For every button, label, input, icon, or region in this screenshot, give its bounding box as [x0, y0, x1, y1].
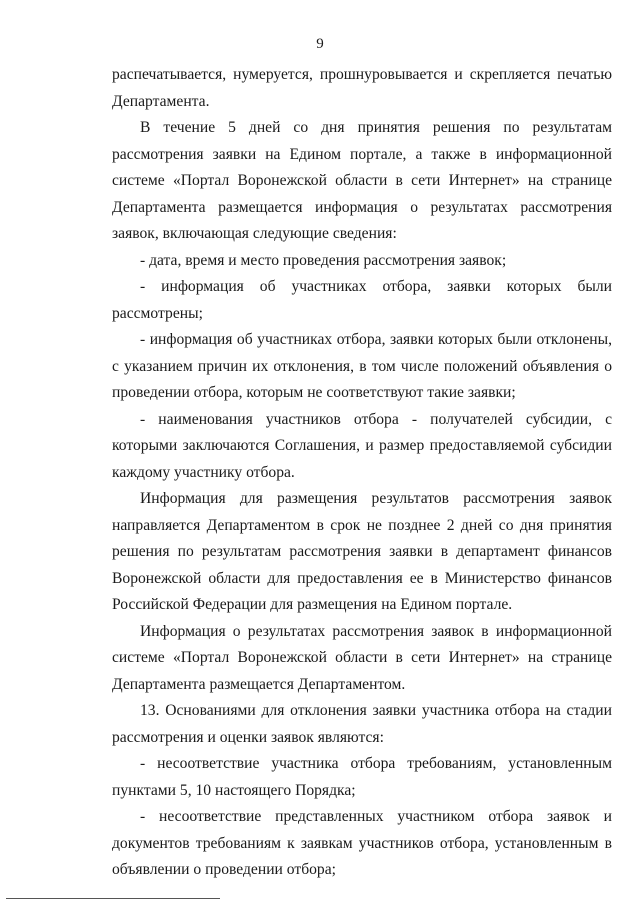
list-item-subsidy-recipients: - наименования участников отбора - получателей субсидии, с которыми заключаются Соглашения, и размер предоставляемой субсидии каждому участнику отбора.: [112, 410, 612, 481]
list-item-date-time-place: - дата, время и место проведения рассмотрения заявок;: [140, 251, 507, 269]
list-item-requirements-mismatch: - несоответствие участника отбора требованиям, установленным пунктами 5, 10 настоящего Порядка;: [112, 755, 612, 799]
paragraph-submission-to-finance: Информация для размещения результатов рассмотрения заявок направляется Департаментом в срок не позднее 2 дней со дня принятия решения по результатам рассмотрения заявки в департамент финансов Воронежской области для предоставления ее в Министерство финансов Российской Федерации для размещения на Едином портале.: [112, 490, 612, 613]
paragraph-section-13: 13. Основаниями для отклонения заявки участника отбора на стадии рассмотрения и оценки заявок являются:: [112, 702, 612, 746]
footnote-divider: [6, 898, 220, 899]
list-item-rejected-participants: - информация об участниках отбора, заявки которых были отклонены, с указанием причин их отклонения, в том числе положений объявления о проведении отбора, которым не соответствуют такие заявки;: [112, 331, 612, 401]
list-item-documents-mismatch: - несоответствие представленных участником отбора заявок и документов требованиям к заявкам участников отбора, установленным в объявлении о проведении отбора;: [112, 808, 612, 878]
paragraph-portal-publication: Информация о результатах рассмотрения заявок в информационной системе «Портал Воронежской области в сети Интернет» на странице Департамента размещается Департаментом.: [112, 622, 612, 693]
document-body: [112, 62, 612, 884]
paragraph-publication-info: В течение 5 дней со дня принятия решения по результатам рассмотрения заявки на Едином портале, а также в информационной системе «Портал Воронежской области в сети Интернет» на странице Департамента размещается информация о результатах рассмотрения заявок, включающая следующие сведения:: [112, 119, 612, 242]
list-item-reviewed-participants: - информация об участниках отбора, заявки которых были рассмотрены;: [112, 278, 612, 322]
paragraph-continuation: распечатывается, нумеруется, прошнуровывается и скрепляется печатью Департамента.: [112, 66, 612, 110]
page-number: 9: [316, 36, 324, 52]
